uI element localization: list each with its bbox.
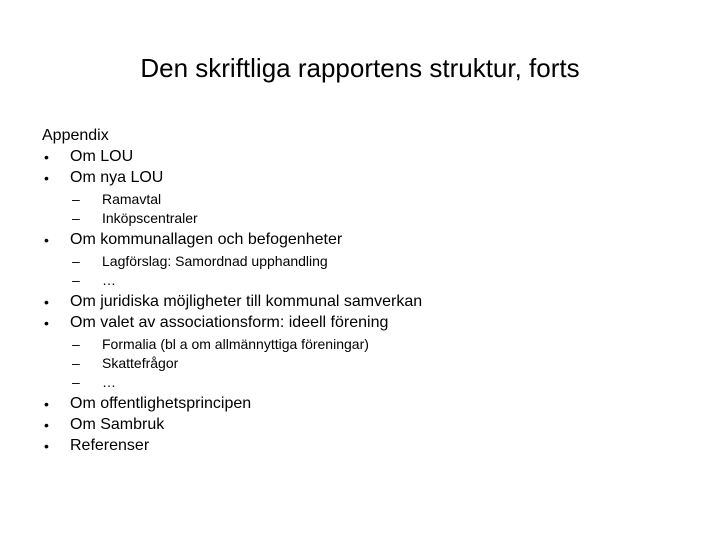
dash-icon: – [72, 272, 80, 288]
sub-item-text: … [102, 272, 116, 288]
bullet-item [42, 436, 682, 457]
sub-item [42, 190, 682, 209]
dash-icon: – [72, 253, 80, 269]
sub-item-text: Skattefrågor [102, 355, 179, 371]
dash-icon: – [72, 210, 80, 226]
bullet-text: Om LOU [70, 148, 134, 165]
sub-list [42, 252, 682, 290]
bullet-item [42, 168, 682, 189]
sub-item-text: Ramavtal [102, 191, 162, 207]
sub-item [42, 209, 682, 228]
sub-item-text: Lagförslag: Samordnad upphandling [102, 253, 328, 269]
bullet-icon: • [44, 438, 49, 454]
bullet-icon: • [44, 396, 49, 412]
bullet-icon: • [44, 417, 49, 433]
bullet-item [42, 230, 682, 251]
sub-item [42, 373, 682, 392]
bullet-item [42, 313, 682, 334]
sub-list [42, 335, 682, 392]
bullet-item [42, 147, 682, 168]
sub-list [42, 190, 682, 228]
bullet-text: Om nya LOU [70, 169, 164, 186]
dash-icon: – [72, 191, 80, 207]
bullet-icon: • [44, 315, 49, 331]
slide-title: Den skriftliga rapportens struktur, forts [140, 53, 580, 83]
bullet-item [42, 394, 682, 415]
section-heading: Appendix [42, 127, 109, 144]
bullet-icon: • [44, 149, 49, 165]
sub-item-text: Formalia (bl a om allmännyttiga föreningar) [102, 336, 369, 352]
bullet-icon: • [44, 232, 49, 248]
dash-icon: – [72, 336, 80, 352]
bullet-icon: • [44, 170, 49, 186]
sub-item-text: … [102, 374, 116, 390]
bullet-text: Om Sambruk [70, 416, 165, 433]
bullet-icon: • [44, 294, 49, 310]
bullet-text: Om valet av associationsform: ideell förening [70, 314, 389, 331]
slide-content [42, 126, 682, 457]
bullet-item [42, 292, 682, 313]
dash-icon: – [72, 374, 80, 390]
bullet-text: Om juridiska möjligheter till kommunal samverkan [70, 293, 423, 310]
sub-item [42, 354, 682, 373]
bullet-text: Om offentlighetsprincipen [70, 395, 252, 412]
bullet-text: Referenser [70, 437, 150, 454]
sub-item [42, 252, 682, 271]
sub-item [42, 271, 682, 290]
dash-icon: – [72, 355, 80, 371]
sub-item-text: Inköpscentraler [102, 210, 198, 226]
bullet-item [42, 415, 682, 436]
sub-item [42, 335, 682, 354]
bullet-text: Om kommunallagen och befogenheter [70, 231, 343, 248]
